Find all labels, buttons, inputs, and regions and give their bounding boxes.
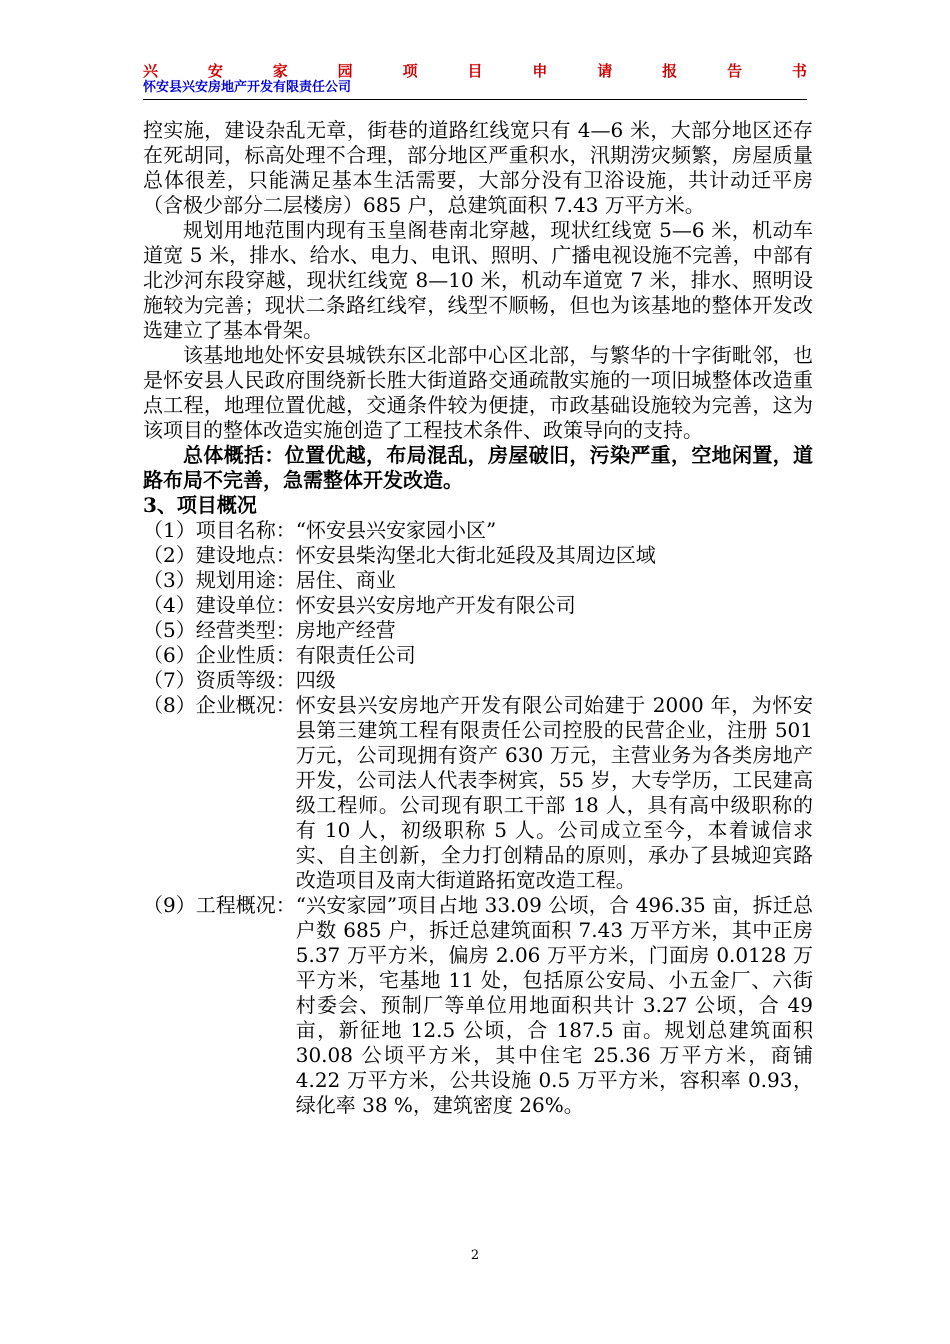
list-item: （5）经营类型：房地产经营 [143, 618, 396, 642]
header-title-char: 申 [532, 62, 548, 80]
list-item: （7）资质等级：四级 [143, 668, 336, 692]
paragraph-1: 控实施，建设杂乱无章，街巷的道路红线宽只有 4—6 米，大部分地区还存在死胡同，标高处理不合理，部分地区严重积水，汛期涝灾频繁，房屋质量总体很差，只能满足基本生活需要，大部分没有卫浴设施，共计动迁平房（含极少部分二层楼房）685 户，总建筑面积 7.43 万平方米。 [143, 118, 813, 217]
header-title-char: 家 [272, 62, 288, 80]
list-item: （3）规划用途：居住、商业 [143, 568, 396, 592]
paragraph-3: 该基地地处怀安县城铁东区北部中心区北部，与繁华的十字街毗邻，也是怀安县人民政府围绕新长胜大街道路交通疏散实施的一项旧城整体改造重点工程，地理位置优越，交通条件较为便捷，市政基础设施较为完善，这为该项目的整体改造实施创造了工程技术条件、政策导向的支持。 [143, 343, 813, 442]
header-title-char: 兴 [143, 62, 159, 80]
list-item-project-overview [143, 893, 813, 1118]
document-body [143, 118, 813, 1118]
header-title-char: 请 [597, 62, 613, 80]
header-company: 怀安县兴安房地产开发有限责任公司 [143, 80, 352, 95]
page-header [143, 62, 807, 96]
list-item-company-overview [143, 693, 813, 893]
list-item: （4）建设单位：怀安县兴安房地产开发有限公司 [143, 593, 576, 617]
header-title-char: 园 [337, 62, 353, 80]
paragraph-2: 规划用地范围内现有玉皇阁巷南北穿越，现状红线宽 5—6 米，机动车道宽 5 米，排水、给水、电力、电讯、照明、广播电视设施不完善，中部有北沙河东段穿越，现状红线宽 8—10 米，机动车道宽 7 米，排水、照明设施较为完善；现状二条路红线窄，线型不顺畅，但也为该基地的整体开发改选建立了基本骨架。 [143, 218, 813, 342]
item-label: （8）企业概况： [143, 693, 296, 717]
header-title-char: 目 [467, 62, 483, 80]
list-item: （2）建设地点：怀安县柴沟堡北大街北延段及其周边区域 [143, 543, 656, 567]
summary-paragraph: 总体概括：位置优越，布局混乱，房屋破旧，污染严重，空地闲置，道路布局不完善，急需整体开发改造。 [143, 443, 813, 492]
header-divider [143, 99, 807, 100]
page-number: 2 [470, 1248, 480, 1263]
item-content: 怀安县兴安房地产开发有限公司始建于 2000 年，为怀安县第三建筑工程有限责任公司控股的民营企业，注册 501 万元，公司现拥有资产 630 万元，主营业务为各类房地产开发，公司法人代表李树宾，55 岁，大专学历，工民建高级工程师。公司现有职工干部 18 人，具有高中级职称的有 10 人，初级职称 5 人。公司成立至今，本着诚信求实、自主创新，全力打创精品的原则，承办了县城迎宾路改造项目及南大街道路拓宽改造工程。 [295, 693, 813, 892]
header-title-char: 报 [662, 62, 678, 80]
list-item: （6）企业性质：有限责任公司 [143, 643, 416, 667]
section-heading: 3、项目概况 [143, 493, 257, 517]
header-title-char: 书 [791, 62, 807, 80]
header-title [143, 62, 807, 80]
header-title-char: 项 [402, 62, 418, 80]
item-label: （9）工程概况： [143, 893, 296, 917]
header-title-char: 安 [207, 62, 223, 80]
item-content: “兴安家园”项目占地 33.09 公顷，合 496.35 亩，拆迁总户数 685 户，拆迁总建筑面积 7.43 万平方米，其中正房 5.37 万平方米，偏房 2.06 万平方米，门面房 0.0128 万平方米，宅基地 11 处，包括原公安局、小五金厂、六街村委会、预制厂等单位用地面积共计 3.27 公顷，合 49 亩，新征地 12.5 公顷，合 187.5 亩。规划总建筑面积 30.08 公顷平方米，其中住宅 25.36 万平方米，商铺 4.22 万平方米，公共设施 0.5 万平方米，容积率 0.93，绿化率 38 %，建筑密度 26%。 [295, 893, 813, 1117]
list-item: （1）项目名称：“怀安县兴安家园小区” [143, 518, 497, 542]
header-title-char: 告 [727, 62, 743, 80]
